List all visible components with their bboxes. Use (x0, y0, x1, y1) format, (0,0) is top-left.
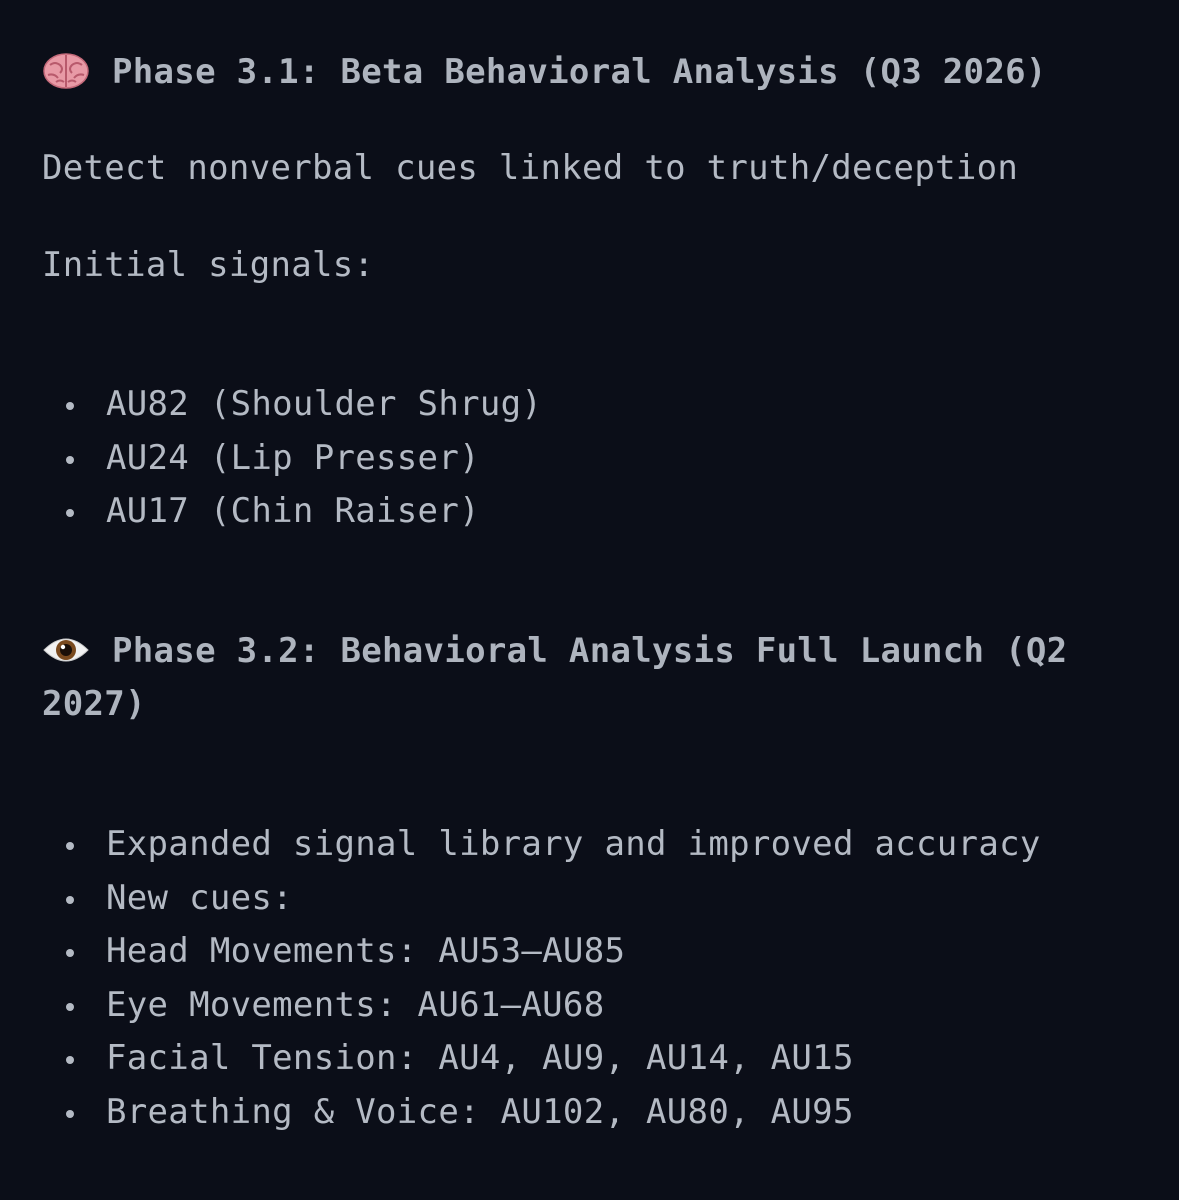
bullet (66, 842, 74, 850)
phase-3-2-heading (42, 625, 1152, 731)
item-facial-tension: Facial Tension: AU4, AU9, AU14, AU15 (106, 1038, 854, 1079)
initial-signals-label: Initial signals: (42, 245, 375, 285)
signal-au24: AU24 (Lip Presser) (106, 437, 480, 478)
list-item (42, 979, 1041, 1033)
phase-3-2-item-list (42, 818, 1041, 1140)
item-head-movements: Head Movements: AU53–AU85 (106, 931, 626, 972)
list-item (42, 378, 542, 432)
brain-icon (42, 51, 90, 91)
phase-3-1-heading (42, 46, 1047, 99)
item-new-cues: New cues: (106, 877, 293, 918)
phase-3-1-signal-list (42, 378, 542, 539)
item-expanded-library: Expanded signal library and improved accuracy (106, 824, 1041, 864)
item-eye-movements: Eye Movements: AU61–AU68 (106, 984, 605, 1025)
list-item (42, 925, 1041, 979)
bullet (66, 949, 74, 957)
eye-icon (42, 630, 90, 670)
bullet (66, 402, 74, 410)
phase-3-1-title: Phase 3.1: Beta Behavioral Analysis (Q3 2026) (112, 52, 1047, 92)
list-item (42, 485, 542, 539)
bullet (66, 1110, 74, 1118)
signal-au17: AU17 (Chin Raiser) (106, 491, 480, 532)
item-breathing-voice: Breathing & Voice: AU102, AU80, AU95 (106, 1091, 854, 1132)
list-item (42, 1032, 1041, 1086)
phase-3-2-title: Phase 3.2: Behavioral Analysis Full Launch (Q2 2027) (42, 631, 1068, 724)
list-item (42, 432, 542, 486)
bullet (66, 1056, 74, 1064)
list-item (42, 818, 1041, 872)
bullet (66, 1003, 74, 1011)
list-item (42, 872, 1041, 926)
phase-3-1-description: Detect nonverbal cues linked to truth/deception (42, 148, 1019, 188)
list-item (42, 1086, 1041, 1140)
bullet (66, 896, 74, 904)
bullet (66, 456, 74, 464)
bullet (66, 509, 74, 517)
signal-au82: AU82 (Shoulder Shrug) (106, 384, 543, 424)
